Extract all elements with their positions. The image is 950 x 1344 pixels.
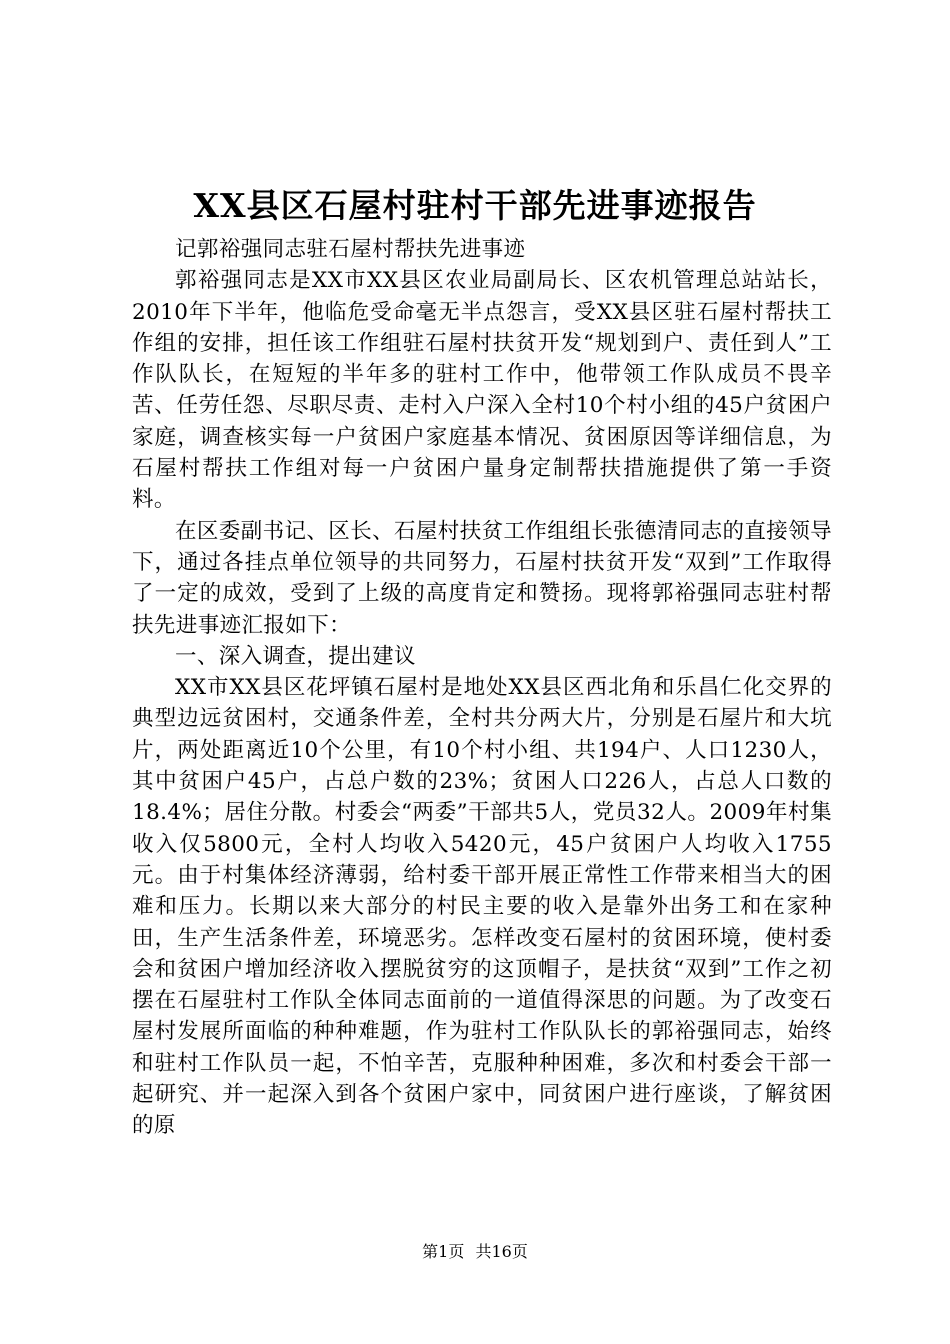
paragraph-leadership: 在区委副书记、区长、石屋村扶贫工作组组长张德清同志的直接领导下，通过各挂点单位领导的共同努力，石屋村扶贫开发“双到”工作取得了一定的成效，受到了上级的高度肯定和赞扬。现将郭裕强同志驻村帮扶先进事迹汇报如下： xyxy=(132,518,833,638)
paragraph-subtitle: 记郭裕强同志驻石屋村帮扶先进事迹 xyxy=(175,237,526,262)
page-total: 共16页 xyxy=(475,1242,528,1261)
page-number: 第1页 xyxy=(422,1242,465,1261)
document-body xyxy=(132,234,832,1142)
paragraph-intro: 郭裕强同志是XX市XX县区农业局副局长、区农机管理总站站长，2010年下半年，他临危受命毫无半点怨言，受XX县区驻石屋村帮扶工作组的安排，担任该工作组驻石屋村扶贫开发“规划到户、责任到人”工作队队长，在短短的半年多的驻村工作中，他带领工作队成员不畏辛苦、任劳任怨、尽职尽责、走村入户深入全村10个村小组的45户贫困户家庭，调查核实每一户贫困户家庭基本情况、贫困原因等详细信息，为石屋村帮扶工作组对每一户贫困户量身定制帮扶措施提供了第一手资料。 xyxy=(132,268,832,513)
section-heading: 一、深入调查，提出建议 xyxy=(175,643,416,669)
document-title: XX县区石屋村驻村干部先进事迹报告 xyxy=(193,186,757,225)
page-footer xyxy=(0,1241,950,1263)
paragraph-village-background: XX市XX县区花坪镇石屋村是地处XX县区西北角和乐昌仁化交界的典型边远贫困村，交通条件差，全村共分两大片，分别是石屋片和大坑片，两处距离近10个公里，有10个村小组、共194户、人口1230人，其中贫困户45户，占总户数的23%；贫困人口226人，占总人口数的18.4%；居住分散。村委会“两委”干部共5人，党员32人。2009年村集收入仅5800元，全村人均收入5420元，45户贫困户人均收入1755元。由于村集体经济薄弱，给村委干部开展正常性工作带来相当大的困难和压力。长期以来大部分的村民主要的收入是靠外出务工和在家种田，生产生活条件差，环境恶劣。怎样改变石屋村的贫困环境，使村委会和贫困户增加经济收入摆脱贫穷的这顶帽子，是扶贫“双到”工作之初摆在石屋驻村工作队全体同志面前的一道值得深思的问题。为了改变石屋村发展所面临的种种难题，作为驻村工作队队长的郭裕强同志，始终和驻村工作队员一起，不怕辛苦，克服种种困难，多次和村委会干部一起研究、并一起深入到各个贫困户家中，同贫困户进行座谈，了解贫困的原 xyxy=(132,675,832,1139)
